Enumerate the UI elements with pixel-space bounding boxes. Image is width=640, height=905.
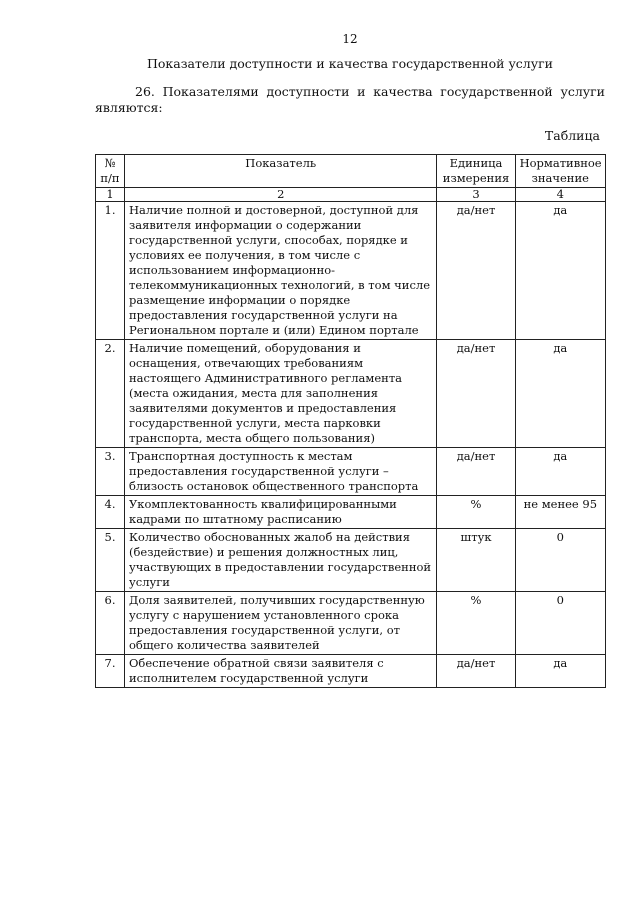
row-number: 2. xyxy=(96,340,125,448)
row-number: 4. xyxy=(96,496,125,529)
table-caption: Таблица xyxy=(544,128,600,143)
table-row xyxy=(96,496,606,529)
intro-paragraph-line2: являются: xyxy=(95,100,163,115)
row-indicator: Обеспечение обратной связи заявителя с исполнителем государственной услуги xyxy=(125,655,437,688)
column-number: 4 xyxy=(515,188,605,202)
row-number: 3. xyxy=(96,448,125,496)
table-row xyxy=(96,448,606,496)
row-unit: штук xyxy=(437,529,515,592)
row-unit: да/нет xyxy=(437,340,515,448)
row-number: 7. xyxy=(96,655,125,688)
row-unit: % xyxy=(437,592,515,655)
column-number-row xyxy=(96,188,606,202)
row-number: 1. xyxy=(96,202,125,340)
column-number: 2 xyxy=(125,188,437,202)
page-number: 12 xyxy=(342,32,358,46)
row-unit: да/нет xyxy=(437,202,515,340)
table-row xyxy=(96,655,606,688)
row-indicator: Транспортная доступность к местам предоставления государственной услуги – близость остановок общественного транспорта xyxy=(125,448,437,496)
row-norm: да xyxy=(515,448,605,496)
header-indicator: Показатель xyxy=(125,155,437,188)
row-norm: да xyxy=(515,340,605,448)
section-title: Показатели доступности и качества государственной услуги xyxy=(147,56,553,71)
table-row xyxy=(96,529,606,592)
column-number: 1 xyxy=(96,188,125,202)
row-indicator: Количество обоснованных жалоб на действия (бездействие) и решения должностных лиц, участвующих в предоставлении государственной услуги xyxy=(125,529,437,592)
table-header-row xyxy=(96,155,606,188)
header-norm: Нормативное значение xyxy=(515,155,605,188)
row-norm: не менее 95 xyxy=(515,496,605,529)
row-indicator: Укомплектованность квалифицированными кадрами по штатному расписанию xyxy=(125,496,437,529)
header-unit: Единица измерения xyxy=(437,155,515,188)
indicators-table xyxy=(95,154,606,688)
table-row xyxy=(96,592,606,655)
row-unit: % xyxy=(437,496,515,529)
row-indicator: Наличие помещений, оборудования и оснащения, отвечающих требованиям настоящего Административного регламента (места ожидания, места для заполнения заявителями документов и предоставления государственной услуги, места парковки транспорта, места общего пользования) xyxy=(125,340,437,448)
row-norm: 0 xyxy=(515,529,605,592)
row-indicator: Доля заявителей, получивших государственную услугу с нарушением установленного срока предоставления государственной услуги, от общего количества заявителей xyxy=(125,592,437,655)
row-norm: да xyxy=(515,655,605,688)
row-norm: да xyxy=(515,202,605,340)
row-norm: 0 xyxy=(515,592,605,655)
row-unit: да/нет xyxy=(437,655,515,688)
table-row xyxy=(96,340,606,448)
header-num: № п/п xyxy=(96,155,125,188)
column-number: 3 xyxy=(437,188,515,202)
row-number: 6. xyxy=(96,592,125,655)
row-unit: да/нет xyxy=(437,448,515,496)
row-indicator: Наличие полной и достоверной, доступной для заявителя информации о содержании государственной услуги, способах, порядке и условиях ее получения, в том числе с использованием информационно-телекоммуникационных технологий, в том числе размещение информации о порядке предоставления государственной услуги на Региональном портале и (или) Едином портале xyxy=(125,202,437,340)
table-row xyxy=(96,202,606,340)
intro-paragraph-line1: 26. Показателями доступности и качества государственной услуги xyxy=(135,84,605,99)
row-number: 5. xyxy=(96,529,125,592)
